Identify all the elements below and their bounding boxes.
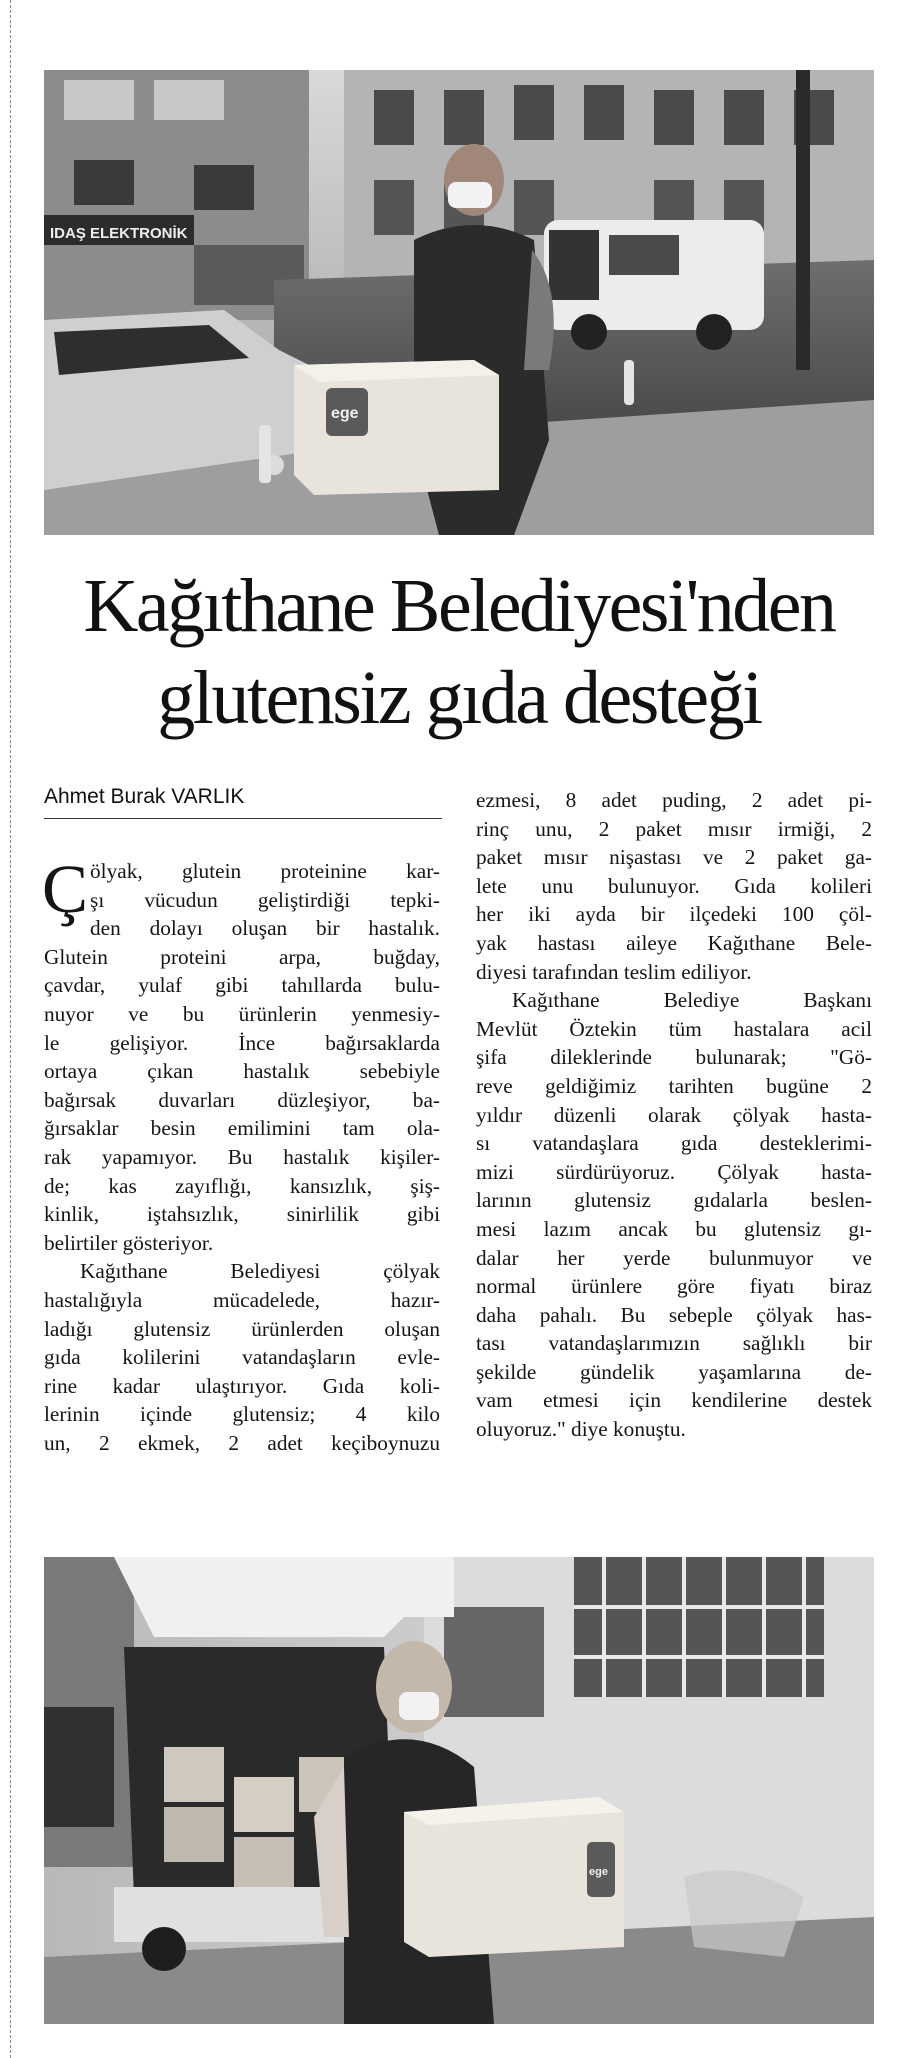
text-line: oluyoruz." diye konuştu. [476,1417,686,1442]
text-line: mizi sürdürüyoruz. Çölyak hasta- [476,1159,872,1184]
article-headline [40,560,878,744]
text-line: ladığı glutensiz ürünlerden oluşan [44,1316,440,1341]
text-line: normal ürünlere göre fiyatı biraz [476,1274,872,1299]
text-line: ölyak, glutein proteinine kar- [90,859,440,883]
text-line: dalar her yerde bulunmuyor ve [476,1245,872,1270]
paragraph-1 [42,851,440,1257]
article-column-right [476,786,872,1444]
text-line: mesi lazım ancak bu glutensiz gı- [476,1216,872,1241]
text-line: nuyor ve bu ürünlerin yenmesiy- [44,1001,440,1026]
text-line: ezmesi, 8 adet puding, 2 adet pi- [476,788,872,812]
text-line: le gelişiyor. İnce bağırsaklarda [44,1030,440,1055]
top-photo [44,70,874,535]
text-line: sı vatandaşlara gıda desteklerimi- [476,1131,872,1156]
text-line: lete unu bulunuyor. Gıda kolileri [476,873,872,898]
headline-line-1: Kağıthane Belediyesi'nden [83,564,835,648]
text-line: den dolayı oluşan bir hastalık. [90,916,440,941]
text-line: de; kas zayıflığı, kansızlık, şiş- [44,1173,440,1198]
text-line: gıda kolilerini vatandaşların evle- [44,1345,440,1370]
text-line: Kağıthane Belediyesi çölyak [80,1259,440,1284]
text-line: Kağıthane Belediye Başkanı [512,988,872,1013]
text-line: Glutein proteini arpa, buğday, [44,944,440,969]
side-window [444,1607,544,1717]
text-line: hastalığıyla mücadelede, hazır- [44,1287,440,1312]
text-line: rinç unu, 2 paket mısır irmiği, 2 [476,816,872,841]
page-edge-rule [10,0,11,2058]
text-line: diyesi tarafından teslim ediliyor. [476,959,752,984]
barred-window [574,1557,824,1697]
text-line: belirtiler gösteriyor. [44,1230,214,1255]
paragraph-2-cont [476,786,872,986]
street-pole [796,70,810,370]
text-line: rine kadar ulaştırıyor. Gıda koli- [44,1373,440,1398]
text-line: çavdar, yulaf gibi tahıllarda bulu- [44,973,440,998]
text-line: ortaya çıkan hastalık sebebiyle [44,1059,440,1084]
text-line: paket mısır nişastası ve 2 paket ga- [476,845,872,870]
text-line: lerinin içinde glutensiz; 4 kilo [44,1402,440,1427]
text-line: tası vatandaşlarımızın sağlıklı bir [476,1331,872,1356]
drop-cap: Ç [42,851,89,927]
text-line: şekilde gündelik yaşamlarına de- [476,1359,872,1384]
text-line: şı vücudun geliştirdiği tepki- [90,887,440,912]
text-line: Mevlüt Öztekin tüm hastalara acil [476,1016,872,1041]
box-logo-top: ege [331,405,359,422]
text-line: rak yapamıyor. Bu hastalık kişiler- [44,1144,440,1169]
paragraph-3 [476,986,872,1444]
shop-sign-text: IDAŞ ELEKTRONİK [50,225,188,242]
text-line: ğırsaklar besin emilimini tam ola- [44,1116,440,1141]
article-column-left [42,851,440,1457]
text-line: şifa dileklerinde bulunarak; "Gö- [476,1045,872,1070]
dark-car [44,1707,114,1827]
byline-rule [44,818,442,819]
text-line: un, 2 ekmek, 2 adet keçiboynuzu [44,1430,440,1455]
text-line: kinlik, iştahsızlık, sinirlilik gibi [44,1202,440,1227]
box-logo-bottom: ege [589,1866,608,1878]
text-line: yak hastası aileye Kağıthane Bele- [476,930,872,955]
text-line: larının glutensiz gıdalarla beslen- [476,1188,872,1213]
headline-line-2: glutensiz gıda desteği [157,656,761,740]
byline: Ahmet Burak VARLIK [44,785,245,808]
top-photo-scene [44,70,874,535]
text-line: yıldır düzenli olarak çölyak hasta- [476,1102,872,1127]
bottom-photo [44,1557,874,2024]
text-line: reve geldiğimiz tarihten bugüne 2 [476,1073,872,1098]
bottom-photo-scene [44,1557,874,2024]
text-line: bağırsak duvarları düzleşiyor, ba- [44,1087,440,1112]
text-line: vam etmesi için kendilerine destek [476,1388,872,1413]
paragraph-2 [44,1257,440,1457]
text-line: daha pahalı. Bu sebeple çölyak has- [476,1302,872,1327]
text-line: her iki ayda bir ilçedeki 100 çöl- [476,902,872,927]
